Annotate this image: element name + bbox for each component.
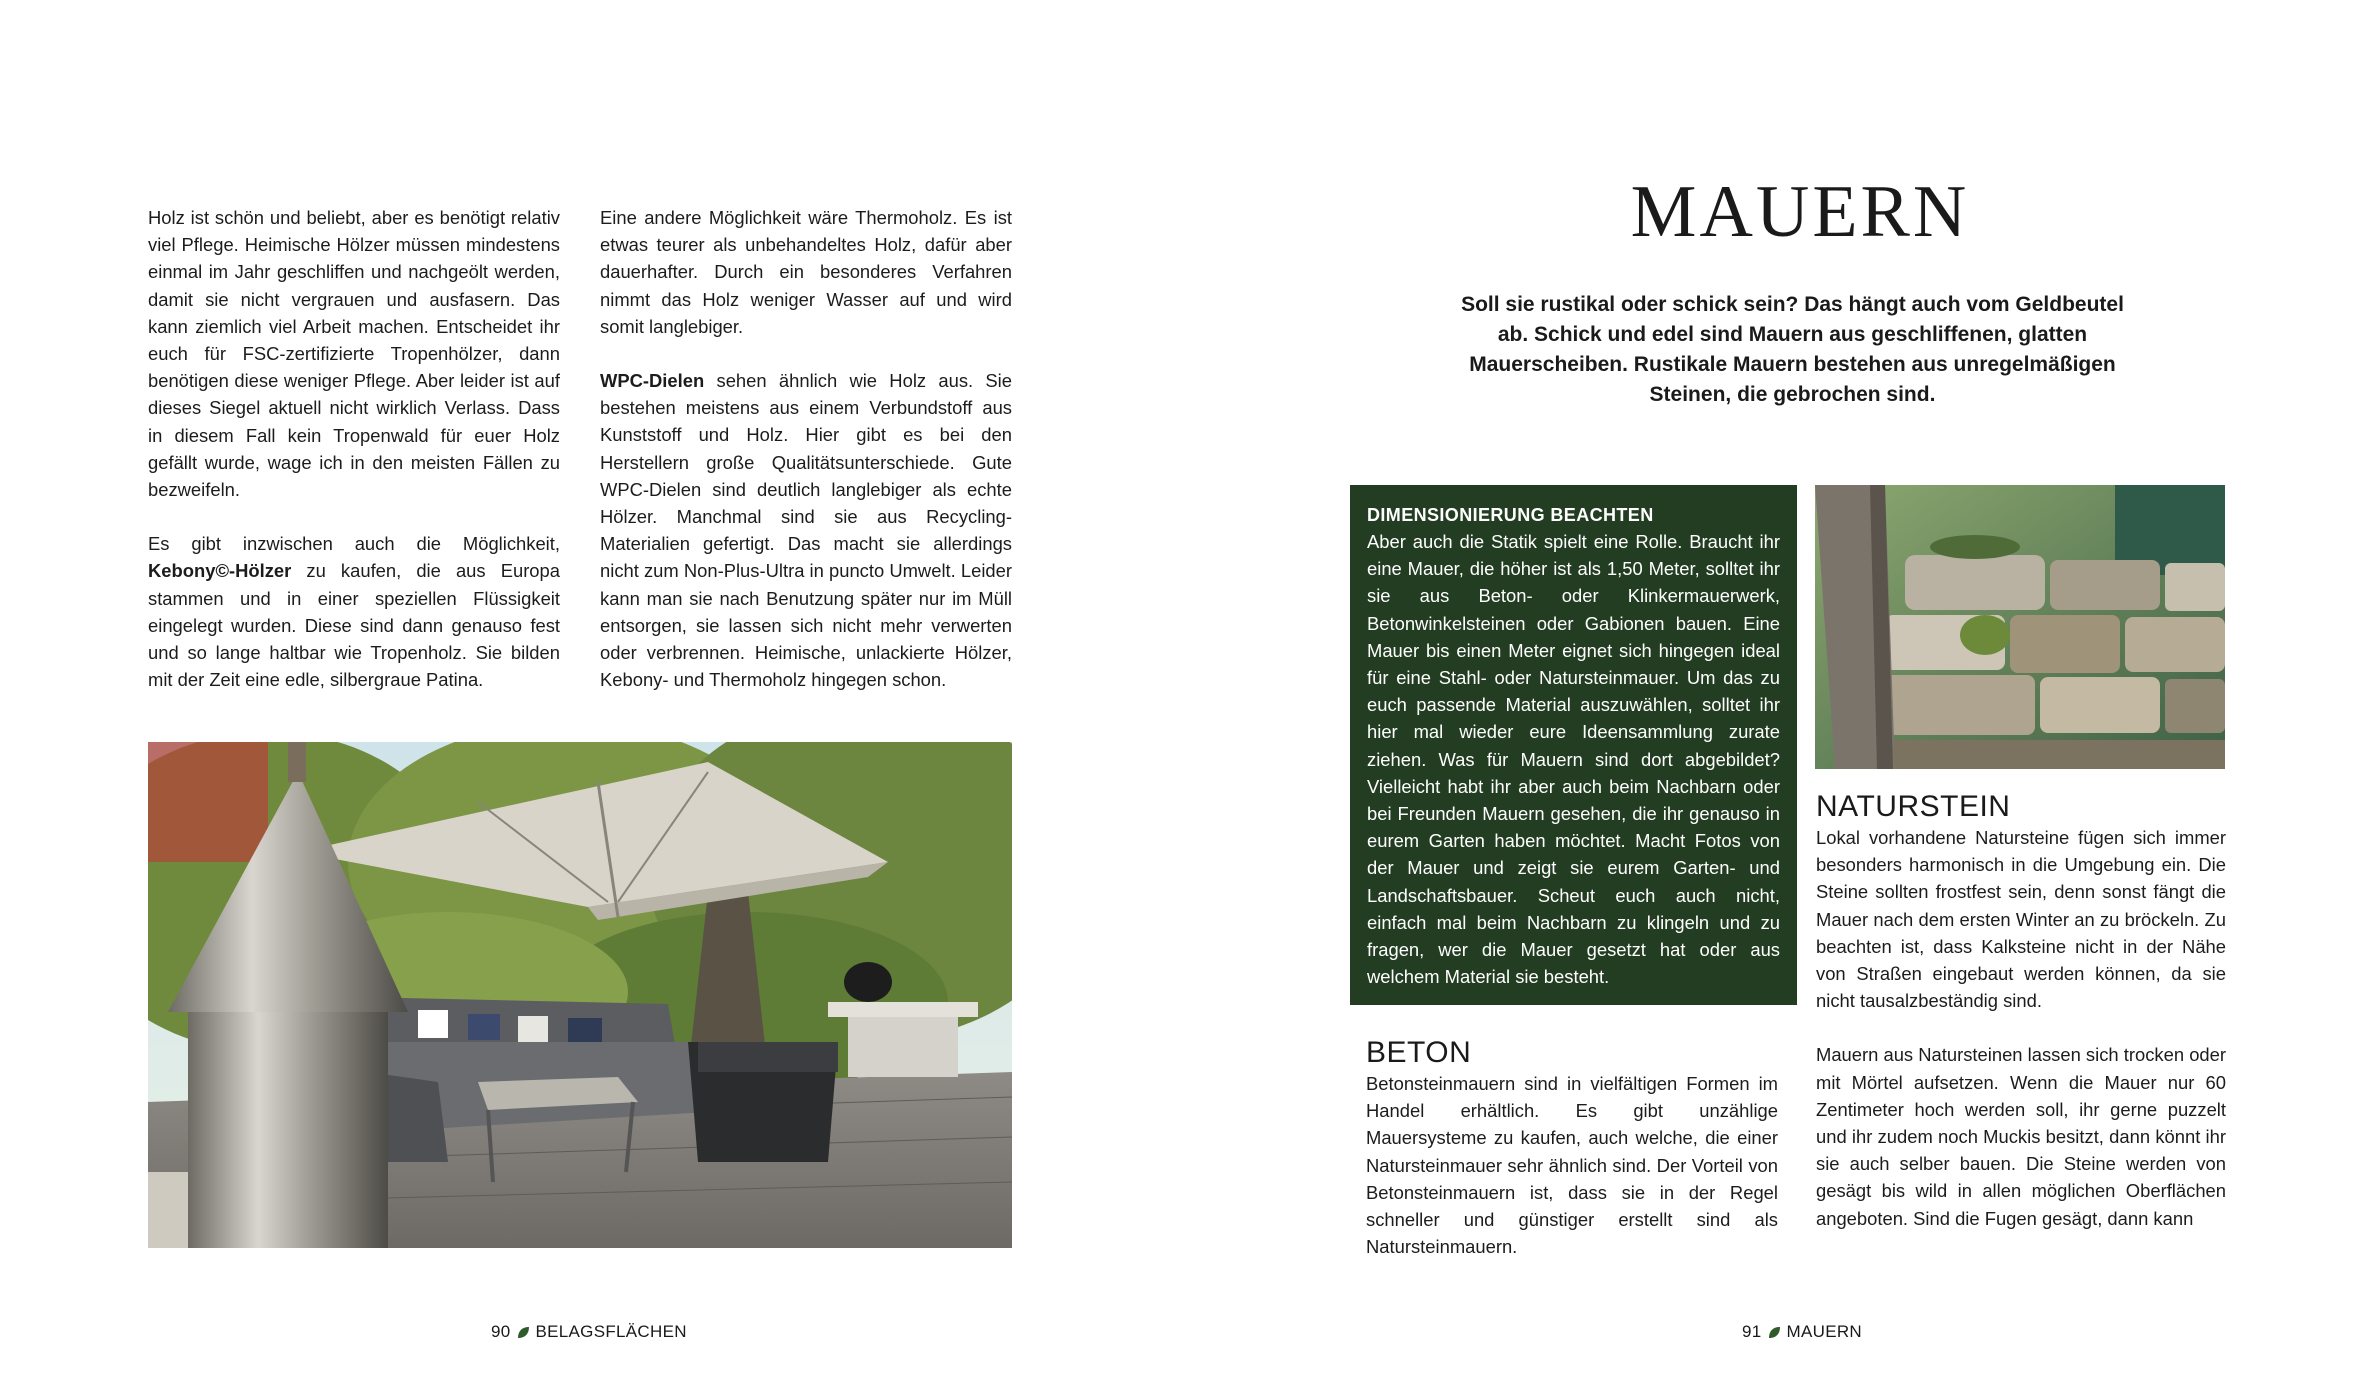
section-name: MAUERN (1786, 1322, 1862, 1341)
left-column-1 (148, 204, 560, 693)
naturstein-heading: NATURSTEIN (1816, 790, 2011, 823)
paragraph: Es gibt inzwischen auch die Möglichkeit, Kebony©-Hölzer zu kaufen, die aus Europa stammen und in einer speziellen Flüssigkeit eingelegt wurden. Diese sind dann genauso fest und so lange haltbar wie Tropenholz. Sie bilden mit der Zeit eine edle, silbergraue Patina. (148, 533, 560, 691)
page-number: 90 (491, 1322, 511, 1341)
paragraph: Betonsteinmauern sind in vielfältigen Formen im Handel erhältlich. Es gibt unzählige Mauersysteme zu kaufen, auch welche, die einer Natursteinmauer sehr ähnlich sind. Der Vorteil von Betonsteinmauern ist, dass sie in der Regel schneller und günstiger erstellt sind als Natursteinmauern. (1366, 1073, 1778, 1258)
stone-wall-photo (1815, 485, 2225, 769)
left-page-footer (491, 1322, 687, 1342)
section-name: BELAGSFLÄCHEN (535, 1322, 687, 1341)
paragraph: Holz ist schön und beliebt, aber es benötigt relativ viel Pflege. Heimische Hölzer müssen mindestens einmal im Jahr geschliffen und nachgeölt werden, damit sie nicht vergrauen und ausfasern. Das kann ziemlich viel Arbeit machen. Entscheidet ihr euch für FSC-zertifizierte Tropenhölzer, dann benötigen diese weniger Pflege. Aber leider ist auf dieses Siegel aktuell nicht wirklich Verlass. Dass in diesem Fall kein Tropenwald für euer Holz gefällt wurde, wage ich in den meisten Fällen zu bezweifeln. (148, 207, 560, 501)
patio-photo (148, 742, 1012, 1248)
lead-paragraph: Soll sie rustikal oder schick sein? Das hängt auch vom Geldbeutel ab. Schick und edel sind Mauern aus geschliffenen, glatten Mauerscheiben. Rustikale Mauern bestehen aus unregelmäßigen Steinen, die gebrochen sind. (1461, 293, 2124, 406)
left-column-2 (600, 204, 1012, 693)
paragraph: Lokal vorhandene Natursteine fügen sich immer besonders harmonisch in die Umgebung ein. Die Steine sollten frostfest sein, denn sonst fängt die Mauer nach dem ersten Winter an zu bröckeln. Zu beachten ist, dass Kalksteine nicht in der Nähe von Straßen eingebaut werden können, da sie nicht tausalzbeständig sind. (1816, 827, 2226, 1012)
info-box (1350, 485, 1797, 1005)
paragraph: Eine andere Möglichkeit wäre Thermoholz. Es ist etwas teurer als unbehandeltes Holz, dafür aber dauerhafter. Durch ein besonderes Verfahren nimmt das Holz weniger Wasser auf und wird somit langlebiger. (600, 207, 1012, 337)
paragraph: WPC-Dielen sehen ähnlich wie Holz aus. Sie bestehen meistens aus einem Verbundstoff aus Kunststoff und Holz. Hier gibt es bei den Herstellern große Qualitätsunterschiede. Gute WPC-Dielen sind deutlich langlebiger als echte Hölzer. Manchmal sind sie aus Recycling-Materialien gefertigt. Das macht sie allerdings nicht zum Non-Plus-Ultra in puncto Umwelt. Leider kann man sie nach Benutzung später nur im Müll entsorgen, sie lassen sich nicht mehr verwerten oder verbrennen. Heimische, unlackierte Hölzer, Kebony- und Thermoholz hingegen schon. (600, 370, 1012, 691)
page-title: MAUERN (1630, 171, 1970, 253)
page-number: 91 (1742, 1322, 1762, 1341)
info-box-text: Aber auch die Statik spielt eine Rolle. Braucht ihr eine Mauer, die höher ist als 1,50 Meter, solltet ihr sie aus Beton- oder Klinkermauerwerk, Betonwinkelsteinen oder Gabionen bauen. Eine Mauer bis einen Meter eignet sich hingegen ideal für eine Stahl- oder Natursteinmauer. Um das zu euch passende Material auszuwählen, solltet ihr hier mal wieder eure Ideensammlung zurate ziehen. Was für Mauern sind dort abgebildet? Vielleicht habt ihr aber auch beim Nachbarn oder bei Freunden Mauern gesehen, die ihr genauso in eurem Garten haben möchtet. Macht Fotos von der Mauer und zeigt sie eurem Garten- und Landschaftsbauer. Scheut euch auch nicht, einfach mal beim Nachbarn zu klingeln und zu fragen, wer die Mauer gesetzt hat oder aus welchem Material sie besteht. (1367, 531, 1780, 988)
naturstein-section (1816, 790, 2226, 1232)
beton-heading: BETON (1366, 1036, 1472, 1069)
paragraph: Mauern aus Natursteinen lassen sich trocken oder mit Mörtel aufsetzen. Wenn die Mauer nur 60 Zentimeter hoch werden soll, ihr gerne puzzelt und ihr zudem noch Muckis besitzt, dann könnt ihr sie auch selber bauen. Die Steine werden von gesägt bis wild in allen möglichen Oberflächen angeboten. Sind die Fugen gesägt, dann kann (1816, 1044, 2226, 1229)
leaf-icon (1768, 1326, 1781, 1339)
leaf-icon (517, 1326, 530, 1339)
info-box-heading: DIMENSIONIERUNG BEACHTEN (1367, 505, 1654, 525)
beton-section (1366, 1036, 1778, 1260)
right-page-footer (1742, 1322, 1862, 1342)
